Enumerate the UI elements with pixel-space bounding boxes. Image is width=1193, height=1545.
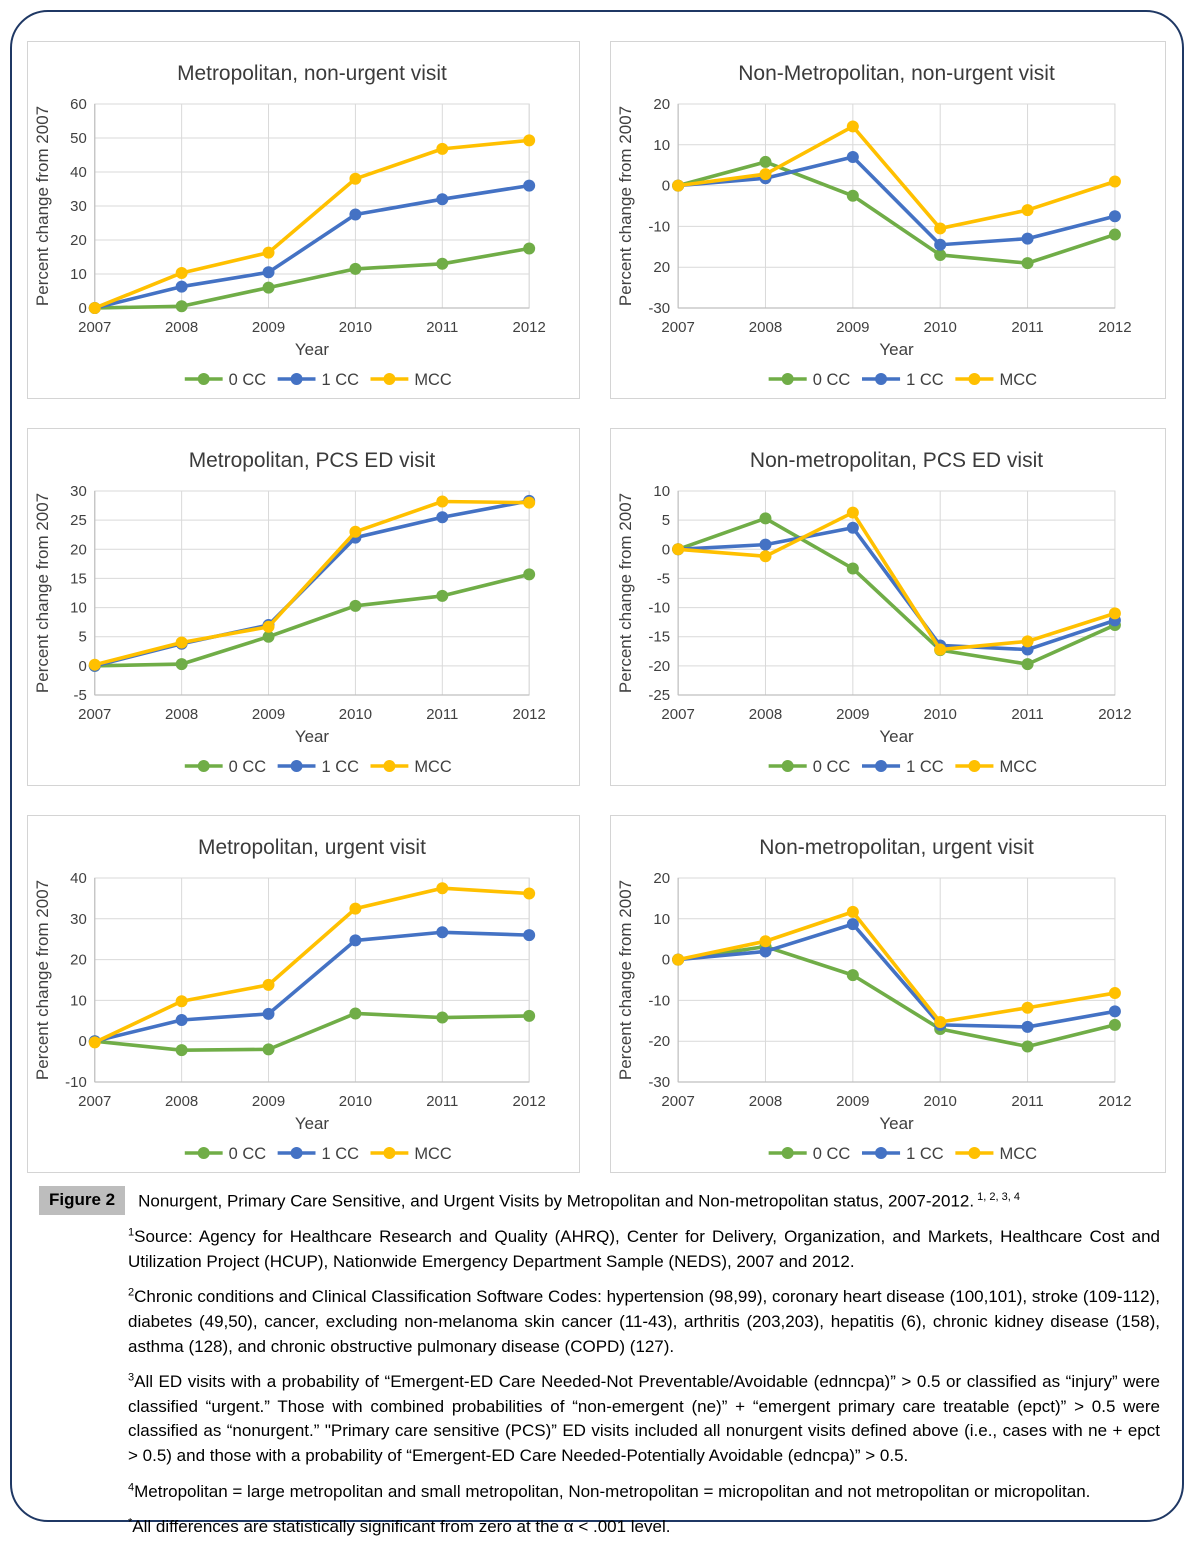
legend-label: 0 CC: [812, 758, 851, 776]
legend-label: 0 CC: [812, 371, 851, 389]
legend-item-mcc: [955, 371, 1037, 389]
y-tick-label: -5: [73, 686, 87, 705]
x-tick-label: 2012: [512, 705, 546, 724]
x-tick-label: 2009: [251, 705, 286, 724]
footnote-text: All differences are statistically significant from zero at the α < .001 level.: [132, 1517, 671, 1537]
legend-label: 1 CC: [906, 371, 944, 389]
data-point-mcc-2008: [176, 267, 188, 279]
x-tick-label: 2008: [748, 706, 783, 723]
data-point-mcc-2011: [436, 882, 448, 894]
data-point-mcc-2009: [263, 247, 275, 259]
legend-item-1-cc: [862, 1145, 944, 1163]
data-point-0-cc-2011: [1022, 257, 1034, 269]
x-tick-label: 2009: [836, 319, 870, 336]
line-chart-non-metropolitan-pcs-ed: [611, 429, 1165, 785]
data-point-mcc-2009: [263, 621, 275, 633]
y-tick-label: 10: [653, 483, 671, 500]
data-point-mcc-2009: [847, 906, 859, 918]
line-chart-metropolitan-pcs-ed: [28, 429, 579, 785]
y-tick-label: 40: [70, 163, 87, 182]
y-tick-label: 20: [653, 870, 671, 887]
legend-label: 1 CC: [321, 1144, 359, 1164]
plot-border: [95, 878, 529, 1082]
legend-marker: [383, 373, 395, 385]
legend-marker: [383, 1147, 395, 1159]
data-point-1-cc-2012: [1109, 1005, 1121, 1017]
chart-title: Metropolitan, PCS ED visit: [188, 448, 436, 473]
legend-label: MCC: [999, 1145, 1038, 1163]
legend: [185, 371, 452, 389]
x-tick-label: 2009: [251, 1092, 286, 1111]
x-tick-label: 2012: [1098, 1093, 1132, 1110]
x-tick-label: 2007: [78, 318, 112, 337]
data-point-0-cc-2011: [436, 1012, 448, 1024]
data-point-0-cc-2012: [523, 243, 535, 255]
y-tick-label: -30: [648, 300, 671, 317]
series-line-mcc: [678, 912, 1115, 1022]
data-point-1-cc-2011: [1022, 1021, 1034, 1033]
y-tick-label: 5: [661, 512, 671, 530]
data-point-1-cc-2009: [847, 522, 859, 534]
x-tick-label: 2010: [923, 319, 957, 336]
caption-title-text: Nonurgent, Primary Care Sensitive, and Urgent Visits by Metropolitan and Non-metropolitan status, 2007-2012.: [138, 1191, 975, 1211]
data-point-mcc-2009: [847, 120, 859, 132]
legend-label: 1 CC: [906, 1145, 944, 1163]
y-tick-label: -20: [648, 657, 671, 675]
legend: [769, 371, 1038, 389]
y-tick-label: 0: [661, 951, 671, 969]
data-point-1-cc-2011: [436, 926, 448, 938]
legend-marker: [383, 760, 395, 772]
y-tick-label: 10: [70, 265, 87, 284]
legend: [769, 758, 1038, 776]
data-point-mcc-2012: [1109, 607, 1121, 619]
data-point-0-cc-2011: [436, 590, 448, 602]
x-tick-label: 2012: [512, 318, 546, 337]
y-tick-label: 10: [653, 910, 671, 928]
series-line-0-cc: [95, 574, 529, 666]
data-point-mcc-2012: [1109, 987, 1121, 999]
figure-label: Figure 2: [39, 1186, 125, 1215]
legend-item-0-cc: [185, 371, 266, 389]
x-tick-label: 2008: [748, 319, 783, 336]
chart-panel-metropolitan-urgent: [27, 815, 580, 1173]
data-point-mcc-2007: [672, 180, 684, 192]
data-point-mcc-2009: [263, 979, 275, 991]
y-tick-label: 30: [70, 910, 87, 928]
data-point-mcc-2008: [759, 935, 771, 947]
legend-marker: [291, 1147, 303, 1159]
chart-title: Non-metropolitan, urgent visit: [759, 836, 1034, 859]
data-point-mcc-2012: [1109, 176, 1121, 188]
data-point-1-cc-2011: [1022, 233, 1034, 245]
x-tick-label: 2011: [426, 1092, 459, 1111]
figure-caption: [27, 1186, 1170, 1540]
x-axis-label: Year: [294, 726, 330, 747]
data-point-mcc-2007: [672, 543, 684, 555]
footnote-significance: [128, 1515, 1160, 1540]
y-tick-label: 20: [70, 541, 87, 559]
data-point-mcc-2011: [1022, 204, 1034, 216]
x-tick-label: 2007: [78, 1092, 112, 1111]
data-point-mcc-2010: [349, 526, 361, 538]
legend-label: 1 CC: [321, 757, 359, 777]
legend-item-1-cc: [862, 758, 944, 776]
legend-marker: [198, 1147, 210, 1159]
data-point-0-cc-2012: [1109, 1019, 1121, 1031]
y-tick-label: -5: [656, 570, 671, 588]
y-tick-label: -10: [648, 992, 671, 1010]
x-tick-label: 2010: [338, 1092, 373, 1111]
data-point-0-cc-2010: [934, 249, 946, 261]
legend-label: 0 CC: [228, 757, 267, 777]
legend-item-1-cc: [862, 371, 944, 389]
legend-marker: [291, 760, 303, 772]
legend-item-0-cc: [185, 758, 266, 776]
data-point-mcc-2008: [176, 995, 188, 1007]
x-tick-label: 2007: [661, 1093, 695, 1110]
legend-label: 0 CC: [228, 1144, 267, 1164]
data-point-1-cc-2009: [263, 1008, 275, 1020]
x-axis-label: Year: [879, 727, 914, 746]
data-point-0-cc-2010: [349, 1007, 361, 1019]
x-tick-label: 2011: [1011, 706, 1044, 723]
series-line-0-cc: [95, 249, 529, 309]
x-axis-label: Year: [294, 1113, 330, 1134]
data-point-1-cc-2008: [176, 1014, 188, 1026]
data-point-mcc-2008: [759, 168, 771, 180]
data-point-1-cc-2012: [1109, 210, 1121, 222]
y-tick-label: -10: [648, 218, 671, 236]
footnote-text: Chronic conditions and Clinical Classification Software Codes: hypertension (98,99), coronary heart disease (100,101), stroke (109-112), diabetes (49,50), cancer, excluding non-melanoma skin cancer (11-43), arthritis (203,203), hepatitis (6), chronic kidney disease (158), asthma (128), and chronic obstructive pulmonary disease (COPD) (127).: [128, 1287, 1161, 1356]
y-axis-label: Percent change from 2007: [616, 492, 636, 694]
series-line-1-cc: [678, 157, 1115, 245]
legend-item-0-cc: [769, 371, 851, 389]
y-tick-label: 20: [70, 231, 87, 250]
legend-label: 1 CC: [321, 370, 359, 390]
data-point-mcc-2010: [934, 222, 946, 234]
plot-border: [678, 104, 1115, 308]
series-line-mcc: [678, 126, 1115, 228]
x-tick-label: 2010: [338, 705, 373, 724]
data-point-mcc-2012: [523, 134, 535, 146]
y-tick-label: 10: [70, 599, 87, 617]
legend-marker: [968, 760, 980, 772]
legend-label: MCC: [414, 757, 452, 777]
legend-item-mcc: [955, 1145, 1037, 1163]
data-point-0-cc-2010: [349, 600, 361, 612]
x-tick-label: 2012: [1098, 706, 1132, 723]
y-tick-label: 20: [653, 96, 671, 113]
data-point-mcc-2010: [934, 1016, 946, 1028]
y-tick-label: -20: [648, 1033, 671, 1051]
x-tick-label: 2009: [836, 706, 870, 723]
chart-title: Metropolitan, non-urgent visit: [177, 61, 447, 86]
data-point-0-cc-2008: [176, 658, 188, 670]
data-point-mcc-2008: [176, 637, 188, 649]
line-chart-metropolitan-urgent: [28, 816, 579, 1172]
data-point-mcc-2011: [436, 143, 448, 155]
chart-panel-non-metropolitan-urgent: [610, 815, 1166, 1173]
x-tick-label: 2012: [1098, 319, 1132, 336]
caption-head: [39, 1186, 1160, 1215]
data-point-0-cc-2008: [176, 300, 188, 312]
x-tick-label: 2007: [661, 706, 695, 723]
y-axis-label: Percent change from 2007: [32, 492, 52, 694]
caption-title: [138, 1190, 1020, 1214]
legend-marker: [875, 1147, 887, 1159]
legend-label: 0 CC: [812, 1145, 851, 1163]
legend-item-mcc: [955, 758, 1037, 776]
x-tick-label: 2007: [661, 319, 695, 336]
data-point-0-cc-2009: [847, 563, 859, 575]
y-tick-label: 60: [70, 95, 87, 114]
series-line-1-cc: [678, 528, 1115, 650]
legend-label: 0 CC: [228, 370, 267, 390]
legend-label: MCC: [999, 758, 1038, 776]
caption-title-superscript: 1, 2, 3, 4: [974, 1191, 1020, 1203]
data-point-0-cc-2012: [523, 568, 535, 580]
chart-title: Non-metropolitan, PCS ED visit: [749, 449, 1044, 472]
data-point-0-cc-2012: [1109, 229, 1121, 241]
data-point-mcc-2010: [349, 903, 361, 915]
x-tick-label: 2008: [165, 1092, 199, 1111]
series-line-0-cc: [678, 947, 1115, 1047]
gridlines: [678, 491, 1115, 695]
series-line-1-cc: [95, 186, 529, 308]
data-point-1-cc-2012: [523, 929, 535, 941]
chart-panel-metropolitan-pcs-ed: [27, 428, 580, 786]
x-tick-label: 2009: [251, 318, 286, 337]
data-point-mcc-2012: [523, 888, 535, 900]
chart-title: Metropolitan, urgent visit: [198, 835, 426, 860]
y-tick-label: 5: [78, 628, 87, 646]
legend-marker: [968, 373, 980, 385]
x-axis-label: Year: [879, 340, 914, 359]
x-tick-label: 2011: [1011, 1093, 1044, 1110]
data-point-mcc-2010: [349, 173, 361, 185]
legend-item-0-cc: [185, 1145, 266, 1163]
y-tick-label: 20: [653, 259, 671, 277]
footnote-metropolitan-definition: [128, 1480, 1160, 1505]
legend-item-mcc: [371, 758, 452, 776]
y-tick-label: 30: [70, 197, 87, 216]
legend-item-0-cc: [769, 758, 851, 776]
y-tick-label: 0: [78, 657, 87, 675]
y-axis-label: Percent change from 2007: [616, 879, 636, 1081]
y-tick-label: -10: [65, 1073, 87, 1092]
x-tick-label: 2011: [426, 318, 459, 337]
footnote-classification: [128, 1370, 1160, 1469]
data-point-0-cc-2011: [436, 258, 448, 270]
data-point-mcc-2011: [1022, 1002, 1034, 1014]
legend-marker: [782, 373, 794, 385]
y-tick-label: 0: [78, 1033, 87, 1051]
data-point-0-cc-2009: [847, 969, 859, 981]
data-point-1-cc-2011: [436, 193, 448, 205]
data-point-1-cc-2010: [349, 209, 361, 221]
x-tick-label: 2010: [923, 706, 957, 723]
data-point-mcc-2007: [89, 659, 101, 671]
line-chart-metropolitan-non-urgent: [28, 42, 579, 398]
y-tick-label: -10: [648, 599, 671, 617]
footnote-marker: 4: [128, 1481, 135, 1494]
data-point-mcc-2011: [436, 495, 448, 507]
series-line-mcc: [95, 140, 529, 308]
x-axis-label: Year: [294, 339, 330, 360]
footnote-marker: *: [128, 1516, 133, 1529]
y-tick-label: 15: [70, 570, 87, 588]
legend-marker: [198, 760, 210, 772]
footnote-marker: 3: [128, 1371, 135, 1384]
data-point-mcc-2009: [847, 507, 859, 519]
figure-frame: [10, 10, 1184, 1537]
y-tick-label: 10: [70, 992, 87, 1010]
data-point-0-cc-2011: [1022, 658, 1034, 670]
data-point-1-cc-2010: [349, 934, 361, 946]
chart-panel-metropolitan-non-urgent: [27, 41, 580, 399]
legend-label: MCC: [414, 1144, 452, 1164]
legend-item-mcc: [371, 371, 452, 389]
plot-border: [678, 491, 1115, 695]
footnote-chronic-conditions: [128, 1285, 1160, 1359]
data-point-1-cc-2011: [436, 511, 448, 523]
y-tick-label: 40: [70, 869, 87, 888]
footnote-text: Source: Agency for Healthcare Research and Quality (AHRQ), Center for Delivery, Organization, and Markets, Healthcare Cost and Utilization Project (HCUP), Nationwide Emergency Department Sample (NEDS), 2007 and 2012.: [128, 1227, 1160, 1271]
chart-panel-non-metropolitan-pcs-ed: [610, 428, 1166, 786]
y-tick-label: -25: [648, 687, 671, 704]
legend-item-1-cc: [278, 1145, 359, 1163]
data-point-mcc-2007: [89, 302, 101, 314]
series-line-1-cc: [95, 501, 529, 666]
x-tick-label: 2008: [748, 1093, 783, 1110]
data-point-mcc-2012: [523, 497, 535, 509]
y-tick-label: -30: [648, 1074, 671, 1091]
legend-marker: [291, 373, 303, 385]
data-point-0-cc-2009: [263, 1043, 275, 1055]
footnote-marker: 2: [128, 1286, 135, 1299]
data-point-0-cc-2009: [263, 282, 275, 294]
data-point-1-cc-2009: [847, 151, 859, 163]
data-point-mcc-2007: [672, 954, 684, 966]
y-tick-label: 20: [70, 951, 87, 969]
y-tick-label: 0: [661, 177, 671, 195]
gridlines: [678, 104, 1115, 308]
y-axis-label: Percent change from 2007: [32, 879, 52, 1081]
x-axis-label: Year: [879, 1114, 914, 1133]
data-point-mcc-2011: [1022, 635, 1034, 647]
footnotes: [128, 1225, 1160, 1540]
x-tick-label: 2012: [512, 1092, 546, 1111]
y-axis-label: Percent change from 2007: [616, 105, 636, 307]
line-chart-non-metropolitan-urgent: [611, 816, 1165, 1172]
footnote-text: All ED visits with a probability of “Emergent-ED Care Needed-Not Preventable/Avoidable (ednncpa)” > 0.5 or classified as “injury” were classified “urgent.” Those with combined probabilities of “non-emergent (ne)” + “emergent primary care treatable (epct)” > 0.5 were classified as “nonurgent.” "Primary care sensitive (PCS)” ED visits included all nonurgent visits defined above (i.e., cases with ne + epct > 0.5) and those with a probability of “Emergent-ED Care Needed-Potentially Avoidable (edncpa)” > 0.5.: [128, 1372, 1160, 1466]
series-line-0-cc: [95, 1013, 529, 1050]
data-point-0-cc-2009: [847, 190, 859, 202]
data-point-1-cc-2008: [176, 281, 188, 293]
y-tick-label: 50: [70, 129, 87, 148]
y-tick-label: 0: [661, 541, 671, 559]
data-point-mcc-2007: [89, 1036, 101, 1048]
line-chart-non-metropolitan-non-urgent: [611, 42, 1165, 398]
footnote-source: [128, 1225, 1160, 1274]
y-tick-label: 0: [78, 299, 87, 318]
footnote-marker: 1: [128, 1226, 135, 1239]
footnote-text: Metropolitan = large metropolitan and small metropolitan, Non-metropolitan = micropolitan and not metropolitan or micropolitan.: [134, 1481, 1091, 1501]
legend-label: 1 CC: [906, 758, 944, 776]
legend-item-0-cc: [769, 1145, 851, 1163]
x-tick-label: 2007: [78, 705, 112, 724]
x-tick-label: 2008: [165, 318, 199, 337]
x-tick-label: 2009: [836, 1093, 870, 1110]
data-point-0-cc-2008: [759, 156, 771, 168]
legend: [769, 1145, 1038, 1163]
gridlines: [95, 878, 529, 1082]
legend-marker: [782, 1147, 794, 1159]
series-line-1-cc: [678, 924, 1115, 1027]
plot-border: [678, 878, 1115, 1082]
chart-title: Non-Metropolitan, non-urgent visit: [738, 62, 1055, 85]
data-point-mcc-2008: [759, 550, 771, 562]
data-point-0-cc-2010: [349, 263, 361, 275]
legend-label: MCC: [999, 371, 1038, 389]
data-point-1-cc-2009: [263, 266, 275, 278]
y-axis-label: Percent change from 2007: [32, 105, 52, 307]
y-tick-label: 25: [70, 512, 87, 530]
legend-item-1-cc: [278, 371, 359, 389]
series-line-mcc: [678, 513, 1115, 650]
charts-grid: [27, 41, 1170, 1173]
data-point-1-cc-2012: [523, 180, 535, 192]
legend-marker: [782, 760, 794, 772]
legend: [185, 758, 452, 776]
data-point-1-cc-2010: [934, 239, 946, 251]
data-point-0-cc-2008: [759, 512, 771, 524]
y-tick-label: -15: [648, 628, 671, 646]
y-tick-label: 30: [70, 482, 87, 501]
gridlines: [678, 878, 1115, 1082]
legend-label: MCC: [414, 370, 452, 390]
legend-item-mcc: [371, 1145, 452, 1163]
legend-item-1-cc: [278, 758, 359, 776]
chart-panel-non-metropolitan-non-urgent: [610, 41, 1166, 399]
data-point-1-cc-2008: [759, 539, 771, 551]
x-tick-label: 2010: [923, 1093, 957, 1110]
legend-marker: [875, 373, 887, 385]
x-tick-label: 2011: [1011, 319, 1044, 336]
series-line-mcc: [95, 888, 529, 1042]
legend-marker: [875, 760, 887, 772]
legend-marker: [198, 373, 210, 385]
x-tick-label: 2011: [426, 705, 459, 724]
data-point-0-cc-2012: [523, 1010, 535, 1022]
data-point-0-cc-2011: [1022, 1041, 1034, 1053]
data-point-0-cc-2008: [176, 1044, 188, 1056]
data-point-mcc-2010: [934, 644, 946, 656]
legend: [185, 1145, 452, 1163]
x-tick-label: 2008: [165, 705, 199, 724]
y-tick-label: 10: [653, 136, 671, 154]
x-tick-label: 2010: [338, 318, 373, 337]
legend-marker: [968, 1147, 980, 1159]
